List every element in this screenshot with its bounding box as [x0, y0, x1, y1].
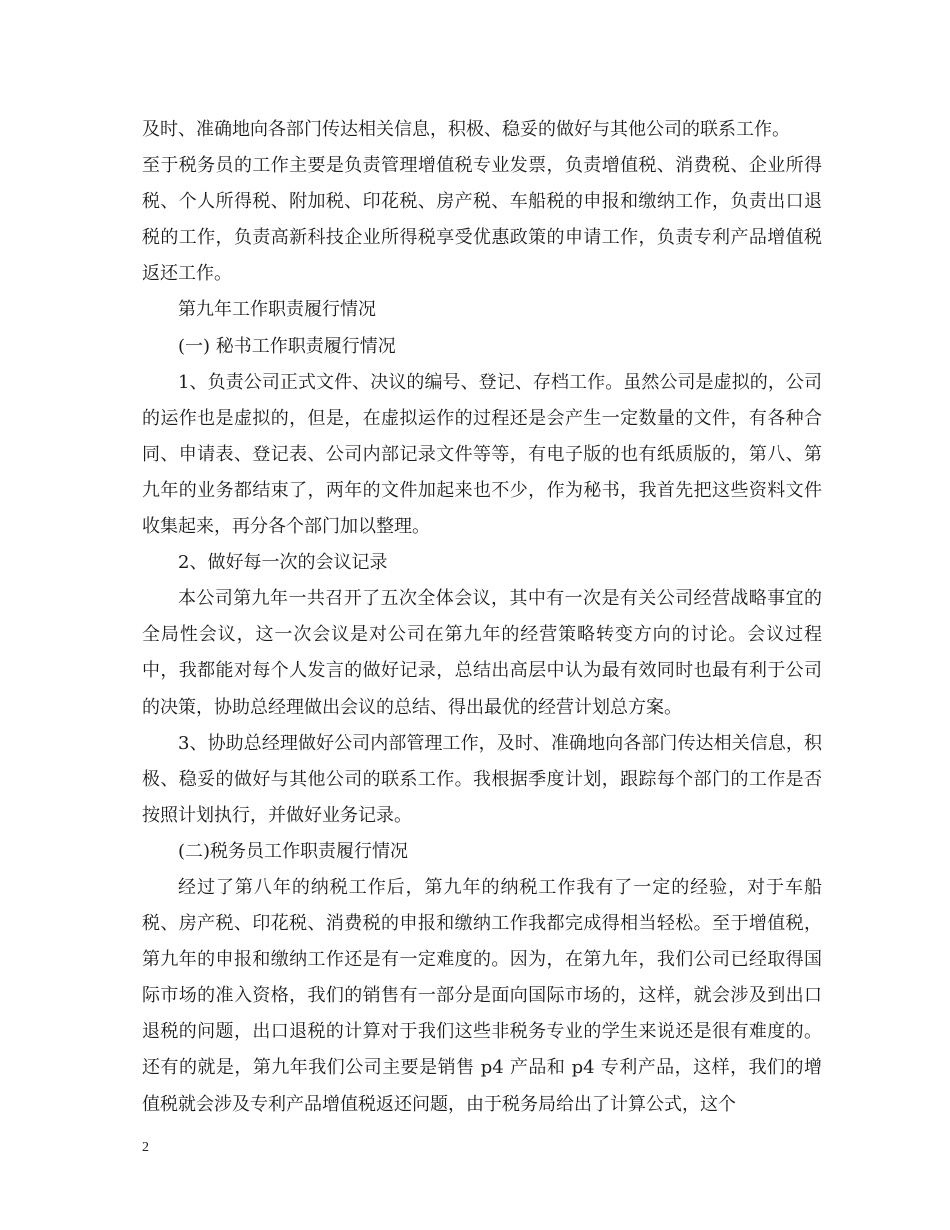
list-item-heading: 2、做好每一次的会议记录	[178, 552, 388, 574]
paragraph: 本公司第九年一共召开了五次全体会议，其中有一次是有关公司经营战略事宜的全局性会议，这一次会议是对公司在第九年的经营策略转变方向的讨论。会议过程中，我都能对每个人发言的做好记录，总结出高层中认为最有效同时也最有利于公司的决策，协助总经理做出会议的总结、得出最优的经营计划总方案。	[142, 588, 822, 718]
paragraph: 1、负责公司正式文件、决议的编号、登记、存档工作。虽然公司是虚拟的，公司的运作也是虚拟的，但是，在虚拟运作的过程还是会产生一定数量的文件，有各种合同、申请表、登记表、公司内部记录文件等等，有电子版的也有纸质版的，第八、第九年的业务都结束了，两年的文件加起来也不少，作为秘书，我首先把这些资料文件收集起来，再分各个部门加以整理。	[142, 371, 822, 538]
paragraph: 至于税务员的工作主要是负责管理增值税专业发票，负责增值税、消费税、企业所得税、个人所得税、附加税、印花税、房产税、车船税的申报和缴纳工作，负责出口退税的工作，负责高新科技企业所得税享受优惠政策的申请工作，负责专利产品增值税返还工作。	[142, 155, 822, 285]
paragraph: 3、协助总经理做好公司内部管理工作，及时、准确地向各部门传达相关信息，积极、稳妥的做好与其他公司的联系工作。我根据季度计划，跟踪每个部门的工作是否按照计划执行，并做好业务记录。	[142, 732, 822, 826]
section-heading: 第九年工作职责履行情况	[178, 299, 376, 321]
paragraph: 经过了第八年的纳税工作后，第九年的纳税工作我有了一定的经验，对于车船税、房产税、印花税、消费税的申报和缴纳工作我都完成得相当轻松。至于增值税，第九年的申报和缴纳工作还是有一定难度的。因为，在第九年，我们公司已经取得国际市场的准入资格，我们的销售有一部分是面向国际市场的，这样，就会涉及到出口退税的问题，出口退税的计算对于我们这些非税务专业的学生来说还是很有难度的。还有的就是，第九年我们公司主要是销售 p4 产品和 p4 专利产品，这样，我们的增值税就会涉及专利产品增值税返还问题，由于税务局给出了计算公式，这个	[142, 876, 822, 1115]
paragraph: 及时、准确地向各部门传达相关信息，积极、稳妥的做好与其他公司的联系工作。	[142, 119, 790, 140]
document-body	[142, 112, 822, 1123]
page-number: 2	[142, 1140, 149, 1155]
subsection-heading: (一) 秘书工作职责履行情况	[178, 335, 396, 357]
subsection-heading: (二)税务员工作职责履行情况	[178, 840, 409, 862]
